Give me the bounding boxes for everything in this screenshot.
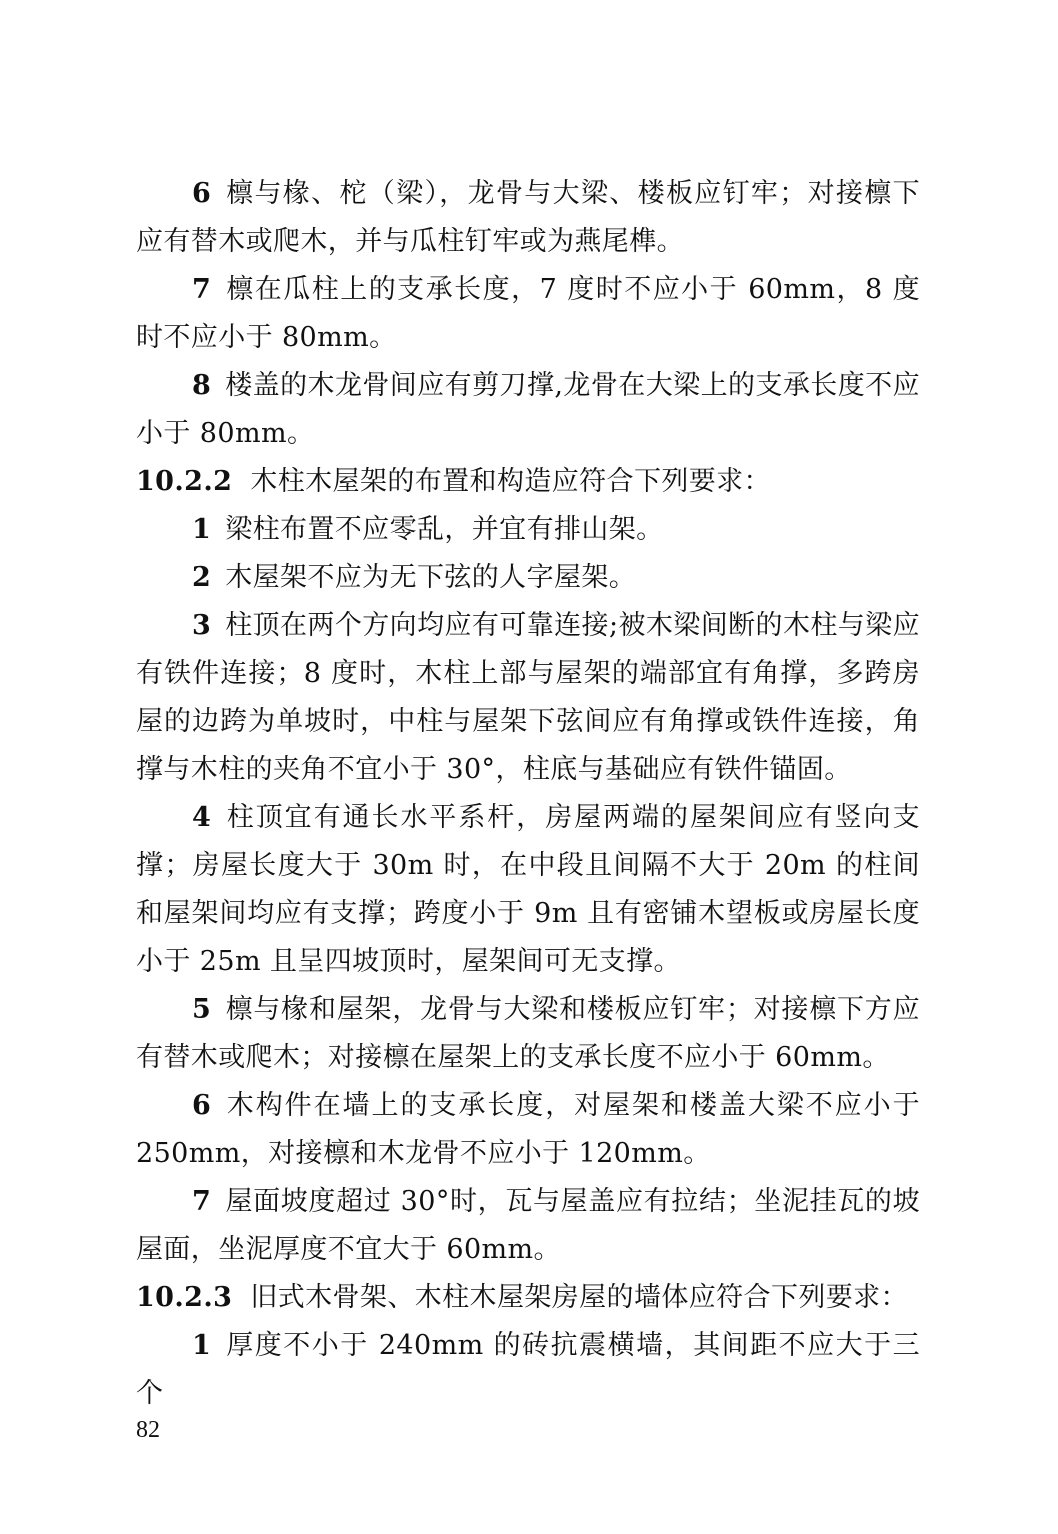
item-text: 柱顶在两个方向均应有可靠连接;被木梁间断的木柱与梁应有铁件连接；8 度时，木柱上部与屋架的端部宜有角撑，多跨房屋的边跨为单坡时，中柱与屋架下弦间应有角撑或铁件连接，角撑与木柱的夹角不宜小于 30°，柱底与基础应有铁件锚固。: [136, 610, 920, 785]
clause-text: 木柱木屋架的布置和构造应符合下列要求：: [250, 466, 771, 497]
item-text: 檩与椽和屋架，龙骨与大梁和楼板应钉牢；对接檩下方应有替木或爬木；对接檩在屋架上的支承长度不应小于 60mm。: [136, 994, 920, 1073]
item-paragraph: [136, 1082, 920, 1178]
item-paragraph: [136, 266, 920, 362]
item-number: 7: [192, 1186, 212, 1217]
item-text: 楼盖的木龙骨间应有剪刀撑,龙骨在大梁上的支承长度不应小于 80mm。: [136, 370, 920, 449]
item-number: 6: [192, 178, 212, 209]
item-paragraph: [136, 602, 920, 794]
item-paragraph: [136, 362, 920, 458]
item-number: 4: [192, 802, 212, 833]
item-text: 梁柱布置不应零乱，并宜有排山架。: [225, 514, 664, 545]
item-number: 3: [192, 610, 212, 641]
item-text: 木屋架不应为无下弦的人字屋架。: [225, 562, 637, 593]
page-number: 82: [136, 1417, 160, 1443]
item-paragraph: [136, 986, 920, 1082]
item-text: 檩与椽、柁（梁），龙骨与大梁、楼板应钉牢；对接檩下应有替木或爬木，并与瓜柱钉牢或为燕尾榫。: [136, 178, 920, 257]
clause-paragraph: [136, 1274, 920, 1322]
item-number: 5: [192, 994, 212, 1025]
clause-text: 旧式木骨架、木柱木屋架房屋的墙体应符合下列要求：: [250, 1282, 908, 1313]
item-number: 1: [192, 1330, 212, 1361]
page-body: [136, 170, 920, 1418]
item-number: 7: [192, 274, 212, 305]
item-text: 木构件在墙上的支承长度，对屋架和楼盖大梁不应小于250mm，对接檩和木龙骨不应小于 120mm。: [136, 1090, 920, 1169]
item-paragraph: [136, 554, 920, 602]
item-number: 8: [192, 370, 212, 401]
item-number: 2: [192, 562, 212, 593]
item-text: 屋面坡度超过 30°时，瓦与屋盖应有拉结；坐泥挂瓦的坡屋面，坐泥厚度不宜大于 60mm。: [136, 1186, 920, 1265]
item-paragraph: [136, 170, 920, 266]
item-paragraph: [136, 1322, 920, 1418]
item-paragraph: [136, 794, 920, 986]
clause-number: 10.2.2: [136, 466, 233, 497]
clause-paragraph: [136, 458, 920, 506]
item-text: 柱顶宜有通长水平系杆，房屋两端的屋架间应有竖向支撑；房屋长度大于 30m 时，在中段且间隔不大于 20m 的柱间和屋架间均应有支撑；跨度小于 9m 且有密铺木望板或房屋长度小于 25m 且呈四坡顶时，屋架间可无支撑。: [136, 802, 920, 977]
item-text: 厚度不小于 240mm 的砖抗震横墙，其间距不应大于三个: [136, 1330, 920, 1409]
item-number: 1: [192, 514, 212, 545]
clause-number: 10.2.3: [136, 1282, 233, 1313]
item-text: 檩在瓜柱上的支承长度，7 度时不应小于 60mm，8 度时不应小于 80mm。: [136, 274, 920, 353]
item-paragraph: [136, 506, 920, 554]
item-number: 6: [192, 1090, 212, 1121]
item-paragraph: [136, 1178, 920, 1274]
